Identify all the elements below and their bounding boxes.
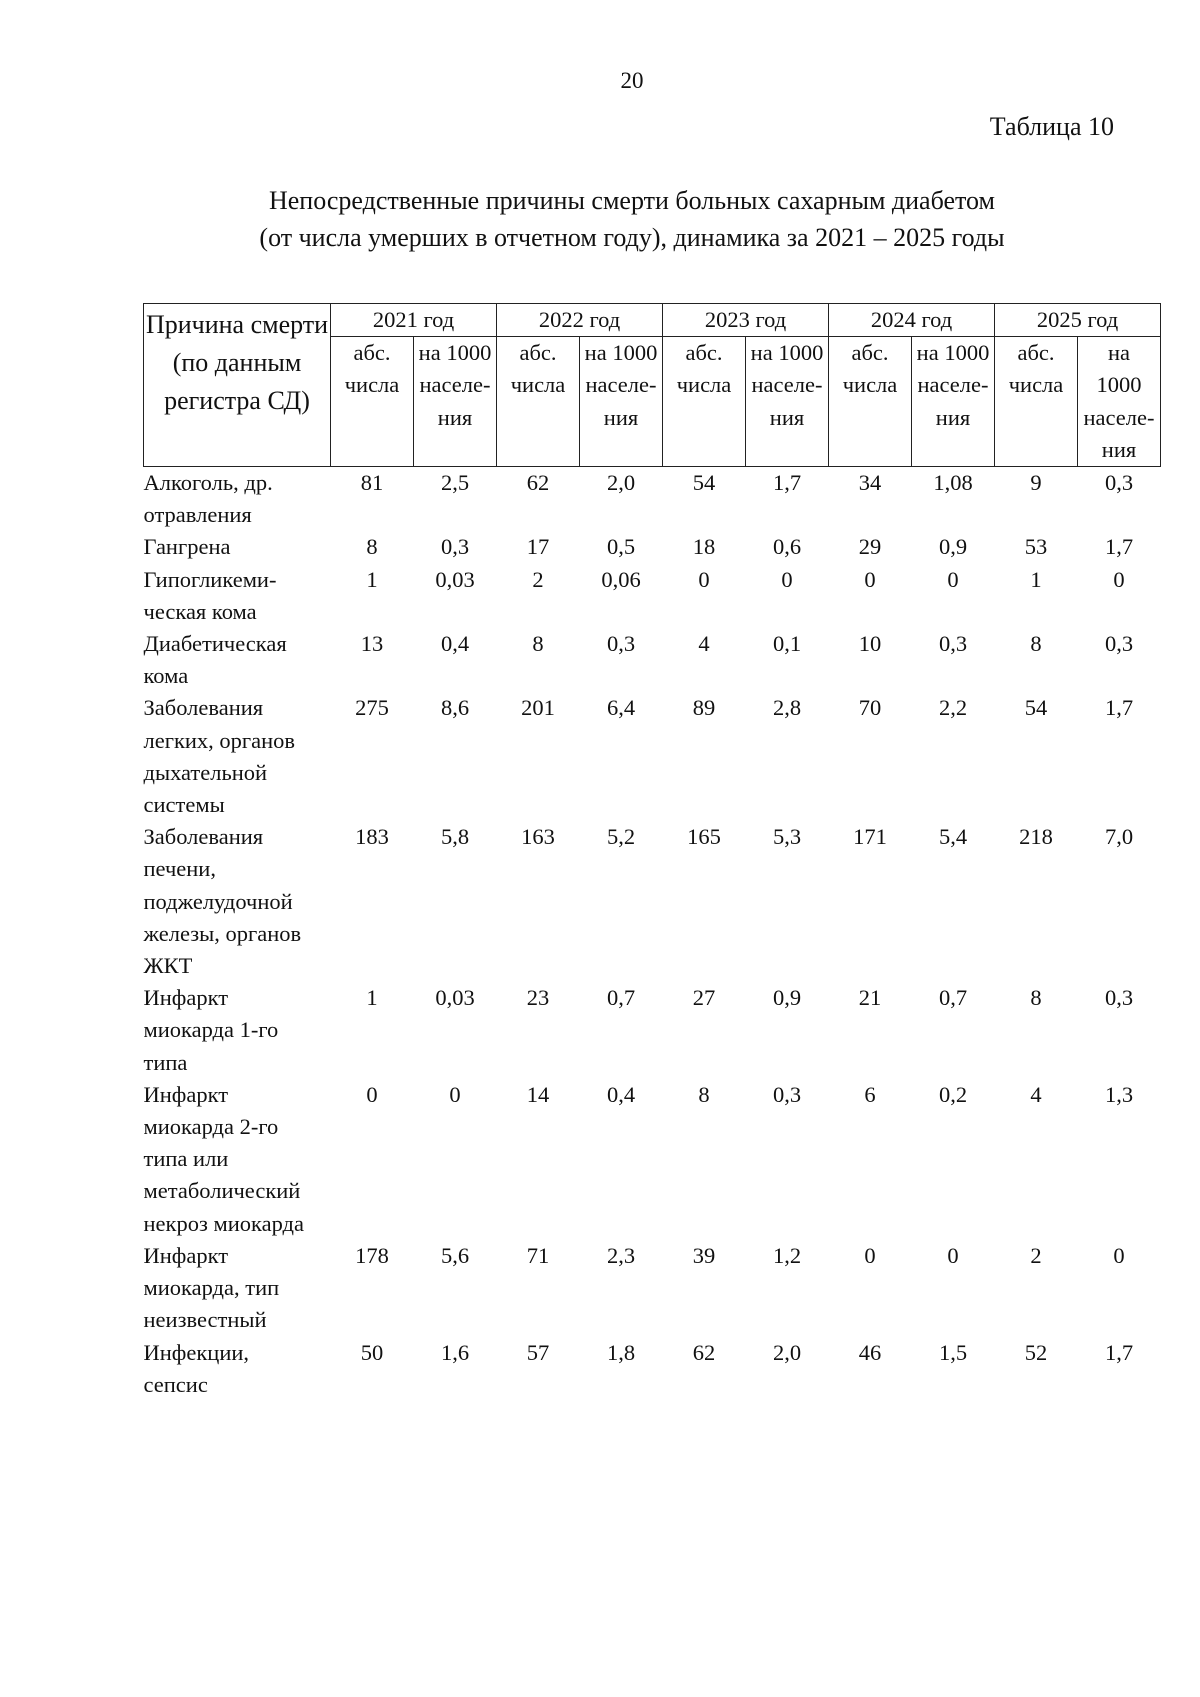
per-1000-value-cell: 0,1 [772, 631, 802, 657]
year-header-2024: 2024 год [829, 304, 995, 337]
subheader-per-1000: на 1000 населе- ния [912, 337, 995, 467]
abs-value-cell: 4 [698, 631, 710, 657]
abs-value-cell: 0 [864, 566, 876, 592]
abs-value-cell: 275 [355, 695, 389, 721]
per-1000-value-cell: 0,4 [606, 1081, 636, 1107]
table-row [144, 531, 1161, 563]
cause-cell: Заболевания легких, органов дыхательной системы [143, 695, 296, 818]
per-1000-value-cell: 1,7 [1104, 534, 1134, 560]
table-row [144, 628, 1161, 692]
per-1000-value-cell: 1,3 [1104, 1081, 1134, 1107]
abs-value-cell: 201 [521, 695, 555, 721]
abs-value-cell: 81 [360, 470, 384, 496]
table-body [144, 467, 1161, 1401]
page-number: 20 [620, 68, 644, 93]
per-1000-value-cell: 6,4 [606, 695, 636, 721]
abs-value-cell: 13 [360, 631, 384, 657]
abs-value-cell: 1 [366, 566, 378, 592]
subheader-per-1000: на 1000 населе- ния [414, 337, 497, 467]
abs-value-cell: 54 [692, 470, 716, 496]
per-1000-value-cell: 1,7 [772, 470, 802, 496]
abs-value-cell: 9 [1030, 470, 1042, 496]
per-1000-value-cell: 2,3 [606, 1242, 636, 1268]
year-header-2025: 2025 год [995, 304, 1161, 337]
abs-value-cell: 0 [698, 566, 710, 592]
abs-value-cell: 70 [858, 695, 882, 721]
document-title [0, 182, 1200, 256]
per-1000-value-cell: 0 [1113, 566, 1125, 592]
per-1000-value-cell: 0,3 [772, 1081, 802, 1107]
abs-value-cell: 21 [858, 985, 882, 1011]
subheader-abs: абс. числа [995, 337, 1078, 467]
abs-value-cell: 89 [692, 695, 716, 721]
abs-value-cell: 8 [1030, 985, 1042, 1011]
table-row [144, 692, 1161, 821]
title-line-2: (от числа умерших в отчетном году), динамика за 2021 – 2025 годы [259, 223, 1005, 252]
abs-value-cell: 163 [521, 824, 555, 850]
table-row [144, 1337, 1161, 1401]
subheader-per-1000: на 1000 населе- ния [746, 337, 829, 467]
cause-cell: Инфаркт миокарда 2-го типа или метаболический некроз миокарда [143, 1081, 304, 1236]
subheader-per-1000: на 1000 населе- ния [580, 337, 663, 467]
abs-value-cell: 62 [692, 1339, 716, 1365]
cause-cell: Алкоголь, др. отравления [143, 470, 273, 528]
per-1000-value-cell: 0 [449, 1081, 461, 1107]
cause-cell: Инфекции, сепсис [143, 1339, 250, 1397]
abs-value-cell: 0 [864, 1242, 876, 1268]
per-1000-value-cell: 0,5 [606, 534, 636, 560]
per-1000-value-cell: 2,0 [772, 1339, 802, 1365]
subheader-abs: абс. числа [829, 337, 912, 467]
per-1000-value-cell: 0,03 [435, 566, 475, 592]
per-1000-value-cell: 2,8 [772, 695, 802, 721]
abs-value-cell: 1 [366, 985, 378, 1011]
table-row [144, 467, 1161, 532]
per-1000-value-cell: 5,2 [606, 824, 636, 850]
table-row [144, 1079, 1161, 1240]
cause-cell: Гипогликеми- ческая кома [143, 566, 277, 624]
table-header [144, 304, 1161, 467]
abs-value-cell: 46 [858, 1339, 882, 1365]
abs-value-cell: 39 [692, 1242, 716, 1268]
per-1000-value-cell: 2,2 [938, 695, 968, 721]
per-1000-value-cell: 1,7 [1104, 1339, 1134, 1365]
per-1000-value-cell: 0,3 [1104, 985, 1134, 1011]
per-1000-value-cell: 1,08 [933, 470, 973, 496]
cause-cell: Заболевания печени, поджелудочной железы, органов ЖКТ [143, 824, 302, 979]
abs-value-cell: 2 [1030, 1242, 1042, 1268]
per-1000-value-cell: 1,8 [606, 1339, 636, 1365]
per-1000-value-cell: 2,5 [440, 470, 470, 496]
table-row [144, 564, 1161, 628]
abs-value-cell: 6 [864, 1081, 876, 1107]
per-1000-value-cell: 0,3 [938, 631, 968, 657]
subheader-per-1000: на 1000 населе- ния [1078, 337, 1161, 467]
abs-value-cell: 18 [692, 534, 716, 560]
per-1000-value-cell: 0,3 [1104, 631, 1134, 657]
per-1000-value-cell: 5,6 [440, 1242, 470, 1268]
per-1000-value-cell: 8,6 [440, 695, 470, 721]
abs-value-cell: 10 [858, 631, 882, 657]
abs-value-cell: 14 [526, 1081, 550, 1107]
cause-column-header: Причина смерти (по данным регистра СД) [144, 304, 331, 467]
per-1000-value-cell: 0 [947, 566, 959, 592]
title-line-1: Непосредственные причины смерти больных сахарным диабетом [268, 186, 996, 215]
per-1000-value-cell: 0,03 [435, 985, 475, 1011]
mortality-causes-table [143, 303, 1161, 1401]
abs-value-cell: 53 [1024, 534, 1048, 560]
per-1000-value-cell: 0,7 [606, 985, 636, 1011]
year-header-2022: 2022 год [497, 304, 663, 337]
abs-value-cell: 50 [360, 1339, 384, 1365]
table-row [144, 821, 1161, 982]
abs-value-cell: 27 [692, 985, 716, 1011]
abs-value-cell: 8 [1030, 631, 1042, 657]
abs-value-cell: 71 [526, 1242, 550, 1268]
abs-value-cell: 165 [687, 824, 721, 850]
per-1000-value-cell: 1,5 [938, 1339, 968, 1365]
abs-value-cell: 54 [1024, 695, 1048, 721]
abs-value-cell: 29 [858, 534, 882, 560]
per-1000-value-cell: 0,7 [938, 985, 968, 1011]
per-1000-value-cell: 0 [947, 1242, 959, 1268]
abs-value-cell: 4 [1030, 1081, 1042, 1107]
abs-value-cell: 178 [355, 1242, 389, 1268]
abs-value-cell: 23 [526, 985, 550, 1011]
cause-cell: Диабетическая кома [143, 631, 287, 689]
abs-value-cell: 52 [1024, 1339, 1048, 1365]
table-row [144, 982, 1161, 1079]
per-1000-value-cell: 0,3 [606, 631, 636, 657]
per-1000-value-cell: 1,6 [440, 1339, 470, 1365]
per-1000-value-cell: 0,3 [1104, 470, 1134, 496]
abs-value-cell: 183 [355, 824, 389, 850]
per-1000-value-cell: 0,6 [772, 534, 802, 560]
abs-value-cell: 8 [698, 1081, 710, 1107]
abs-value-cell: 218 [1019, 824, 1053, 850]
abs-value-cell: 171 [853, 824, 887, 850]
abs-value-cell: 0 [366, 1081, 378, 1107]
per-1000-value-cell: 2,0 [606, 470, 636, 496]
per-1000-value-cell: 7,0 [1104, 824, 1134, 850]
per-1000-value-cell: 5,3 [772, 824, 802, 850]
subheader-abs: абс. числа [663, 337, 746, 467]
abs-value-cell: 1 [1030, 566, 1042, 592]
abs-value-cell: 2 [532, 566, 544, 592]
per-1000-value-cell: 1,2 [772, 1242, 802, 1268]
per-1000-value-cell: 0 [1113, 1242, 1125, 1268]
cause-cell: Гангрена [143, 534, 231, 560]
table-row [144, 1240, 1161, 1337]
per-1000-value-cell: 1,7 [1104, 695, 1134, 721]
per-1000-value-cell: 5,8 [440, 824, 470, 850]
abs-value-cell: 8 [366, 534, 378, 560]
subheader-abs: абс. числа [331, 337, 414, 467]
per-1000-value-cell: 0,2 [938, 1081, 968, 1107]
abs-value-cell: 57 [526, 1339, 550, 1365]
header-row-years [144, 304, 1161, 337]
year-header-2023: 2023 год [663, 304, 829, 337]
year-header-2021: 2021 год [331, 304, 497, 337]
per-1000-value-cell: 0,9 [938, 534, 968, 560]
cause-cell: Инфаркт миокарда 1-го типа [143, 985, 279, 1075]
abs-value-cell: 8 [532, 631, 544, 657]
per-1000-value-cell: 0,06 [601, 566, 641, 592]
abs-value-cell: 17 [526, 534, 550, 560]
abs-value-cell: 62 [526, 470, 550, 496]
subheader-abs: абс. числа [497, 337, 580, 467]
per-1000-value-cell: 0,9 [772, 985, 802, 1011]
cause-cell: Инфаркт миокарда, тип неизвестный [143, 1242, 280, 1333]
table-caption: Таблица 10 [989, 112, 1114, 141]
per-1000-value-cell: 0,4 [440, 631, 470, 657]
per-1000-value-cell: 0,3 [440, 534, 470, 560]
per-1000-value-cell: 0 [781, 566, 793, 592]
abs-value-cell: 34 [858, 470, 882, 496]
per-1000-value-cell: 5,4 [938, 824, 968, 850]
